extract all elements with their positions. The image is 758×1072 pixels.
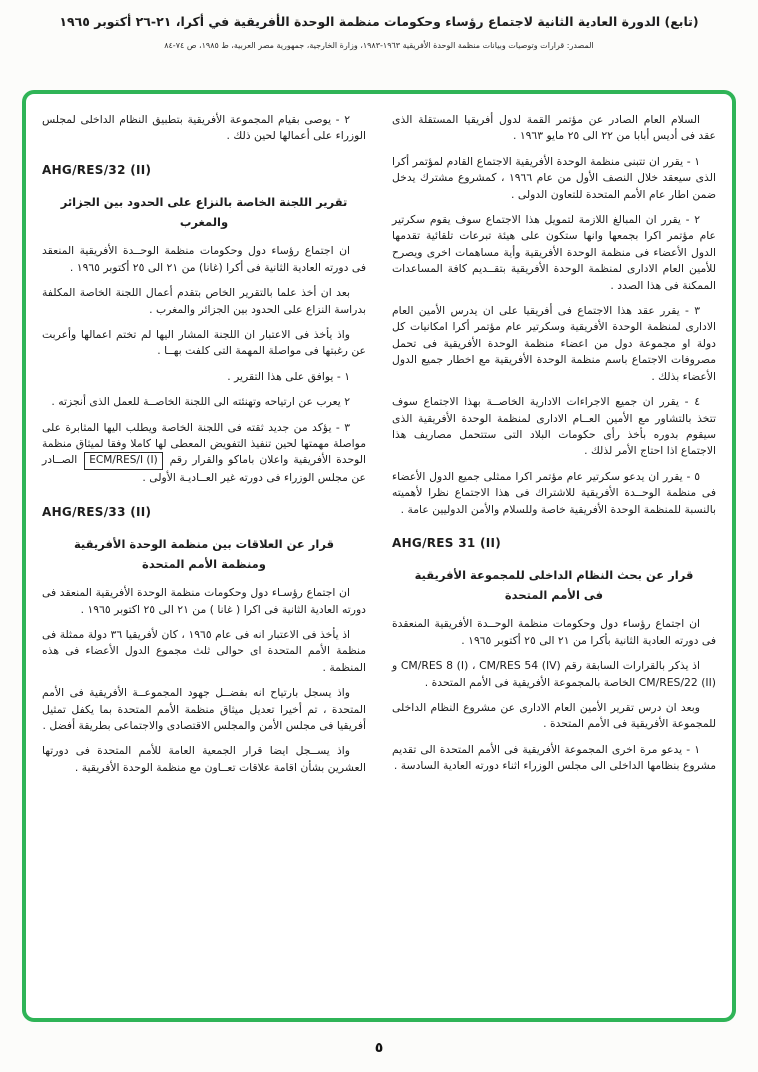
paragraph: ٢ - يوصى بقيام المجموعة الأفريقية بتطبيق النظام الداخلى لمجلس الوزراء على أعمالها لحين ذلك . (42, 113, 366, 143)
paragraph: واذ يأخذ فى الاعتبار ان اللجنة المشار اليها لم تختم اعمالها وأعربت عن رغبتها فى مواصلة المهمة التى كلفت بهــا . (42, 327, 366, 358)
document-title: (تابع) الدورة العادية الثانية لاجتماع رؤساء وحكومات منظمة الوحدة الأفريقية في أكرا، ٢١-٢٦ أكتوبر ١٩٦٥ (59, 14, 699, 29)
paragraph: ٢ - يقرر ان المبالغ اللازمة لتمويل هذا الاجتماع سوف يقوم سكرتير عام مؤتمر اكرا بجمعها وانها ستكون على هيئة تبرعات تلقائية تقدمها الدول الأعضاء فى منظمة الوحدة الأفريقية وأية مساهمات اخرى ويصرح للأمين العام الادارى لمنظمة الوحدة الأفريقية بتقــديم كافة المساعدات الممكنة فى هذا الصدد . (392, 213, 716, 292)
left-column (42, 112, 366, 1004)
paragraph: واذ يســجل ايضا قرار الجمعية العامة للأمم المتحدة فى دورتها العشرين بشأن اقامة علاقات تعــاون مع منظمة الوحدة الأفريقية . (42, 744, 366, 774)
paragraph: ٣ - يقرر عقد هذا الاجتماع فى أفريقيا على ان يدرس الأمين العام الادارى لمنظمة الوحدة الأفريقية وسكرتير عام مؤتمر أكرا امكانيات كل دولة او مجموعة دول من اعضاء منظمة الوحدة الأفريقية فى تحمل مصروفات الاجتماع باسم منظمة الوحدة الأفريقية مع اخطار جميع الدول الأعضاء بذلك . (392, 304, 716, 383)
resolution-title: قرار عن العلاقات بين منظمة الوحدة الأفريقية ومنظمة الأمم المتحدة (73, 536, 335, 572)
document-source-line: المصدر: قرارات وتوصيات وبيانات منظمة الوحدة الأفريقية ١٩٦٣-١٩٨٣، وزارة الخارجية، جمهورية مصر العربية، ط ١٩٨٥، ص ٧٤-٨٤ (164, 41, 594, 50)
page-number: ٥ (374, 1040, 384, 1056)
paragraph: ٣ - يؤكد من جديد ثقته فى اللجنة الخاصة ويطلب اليها المثابرة على مواصلة مهمتها لحين تنفيذ التفويض المعطى لها كاملا وفقا لميثاق منظمة الوحدة الأفريقية واعلان باماكو والقرار رقم ECM/RES/I (I) الصــادر عن مجلس الوزراء فى دورته غير العــاديـة الأولى . (42, 420, 366, 485)
right-column (392, 112, 716, 1004)
page-header (0, 0, 758, 50)
paragraph: السلام العام الصادر عن مؤتمر القمة لدول أفريقيا المستقلة الذى عقد فى أديس أبابا من ٢٢ الى ٢٥ مايو ١٩٦٣ . (392, 113, 716, 143)
paragraph: واذ يسجل بارتياح انه بفضــل جهود المجموعــة الأفريقية فى الأمم المتحدة ، تم أخيرا تعديل ميثاق منظمة الأمم المتحدة بما يكفل تمثيل أفريقيا فى مجلس الأمن والمجلس الاقتصادى والاجتماعى بطريقة أفضل . (42, 686, 366, 733)
paragraph: وبعد ان درس تقرير الأمين العام الادارى عن مشروع النظام الداخلى للمجموعة الأفريقية فى الأمم المتحدة . (392, 701, 716, 731)
paragraph: اذ يذكر بالقرارات السابقة رقم CM/RES 8 (I) ، CM/RES 54 (IV) و CM/RES/22 (II) الخاصة بالمجموعة الأفريقية فى الأمم المتحدة . (392, 659, 716, 689)
boxed-resolution-code: ECM/RES/I (I) (84, 452, 162, 470)
paragraph: ١ - يدعو مرة اخرى المجموعة الأفريقية فى الأمم المتحدة الى تقديم مشروع بنظامها الداخلى الى مجلس الوزراء اثناء دورته العادية السادسة . (392, 742, 716, 773)
paragraph: ان اجتماع رؤساء دول وحكومات منظمة الوحــدة الأفريقية المنعقد فى دورته العادية الثانية فى أكرا (غانا) من ٢١ الى ٢٥ أكتوبر ١٩٦٥ . (42, 244, 366, 274)
resolution-title: قرار عن بحث النظام الداخلى للمجموعة الأفريقية فى الأمم المتحدة (414, 568, 694, 603)
paragraph: ٥ - يقرر ان يدعو سكرتير عام مؤتمر اكرا ممثلى جميع الدول الأعضاء فى منظمة الوحــدة الأفريقية للاشتراك فى هذا الاجتماع نظرا لأهميته بالنسبة للمنظمة الوحدة الأفريقية خاصة وللسلام والأمن الدوليين عامة . (392, 469, 716, 516)
resolution-code: AHG/RES 31 (II) (392, 535, 502, 550)
paragraph: بعد ان أخذ علما بالتقرير الخاص بتقدم أعمال اللجنة الخاصة المكلفة بدراسة النزاع على الحدود بين الجزائر والمغرب . (42, 286, 366, 316)
green-border-frame (22, 90, 736, 1022)
paragraph: ١ - يوافق على هذا التقرير . (227, 369, 350, 383)
paragraph: ٤ - يقرر ان جميع الاجراءات الادارية الخاصــة بهذا الاجتماع سوف تتخذ بالتشاور مع الأمين العــام الادارى لمنظمة الوحدة الأفريقية الذى سيقوم بدوره بأخذ رأى حكومات البلاد التى ستتحمل مصاريف هذا الاجتماع اذا احتاج الأمر لذلك . (392, 395, 716, 458)
paragraph: ان اجتماع رؤسـاء دول وحكومات منظمة الوحدة الأفريقية المنعقد فى دورته العادية الثانية فى اكرا ( غانا ) من ٢١ الى ٢٥ اكتوبر ١٩٦٥ . (42, 586, 366, 616)
paragraph: ان اجتماع رؤساء دول وحكومات منظمة الوحــدة الأفريقية المنعقدة فى دورته العادية الثانية بأكرا من ٢١ الى ٢٥ أكتوبر ١٩٦٥ . (392, 617, 716, 647)
resolution-title: تقرير اللجنة الخاصة بالنزاع على الحدود بين الجزائر والمغرب (60, 195, 348, 230)
two-column-text-area (42, 112, 716, 1004)
resolution-code: AHG/RES/33 (II) (42, 504, 152, 519)
paragraph: اذ يأخذ فى الاعتبار انه فى عام ١٩٦٥ ، كان لأفريقيا ٣٦ دولة ممثلة فى منظمة الأمم المتحدة اى حوالى ثلث مجموع الدول الأعضاء فى هذه المنظمة . (42, 628, 366, 674)
resolution-code: AHG/RES/32 (II) (42, 162, 152, 177)
paragraph: ٢ يعرب عن ارتياحه وتهنئته الى اللجنة الخاصــة للعمل الذى أنجزته . (51, 395, 350, 409)
paragraph: ١ - يقرر ان تتبنى منظمة الوحدة الأفريقية الاجتماع القادم لمؤتمر أكرا الذى سيعقد خلال النصف الأول من عام ١٩٦٦ ، كمشروع مشترك يدخل ضمن اطار عام الأمم المتحدة للتعاون الدولى . (392, 154, 716, 201)
